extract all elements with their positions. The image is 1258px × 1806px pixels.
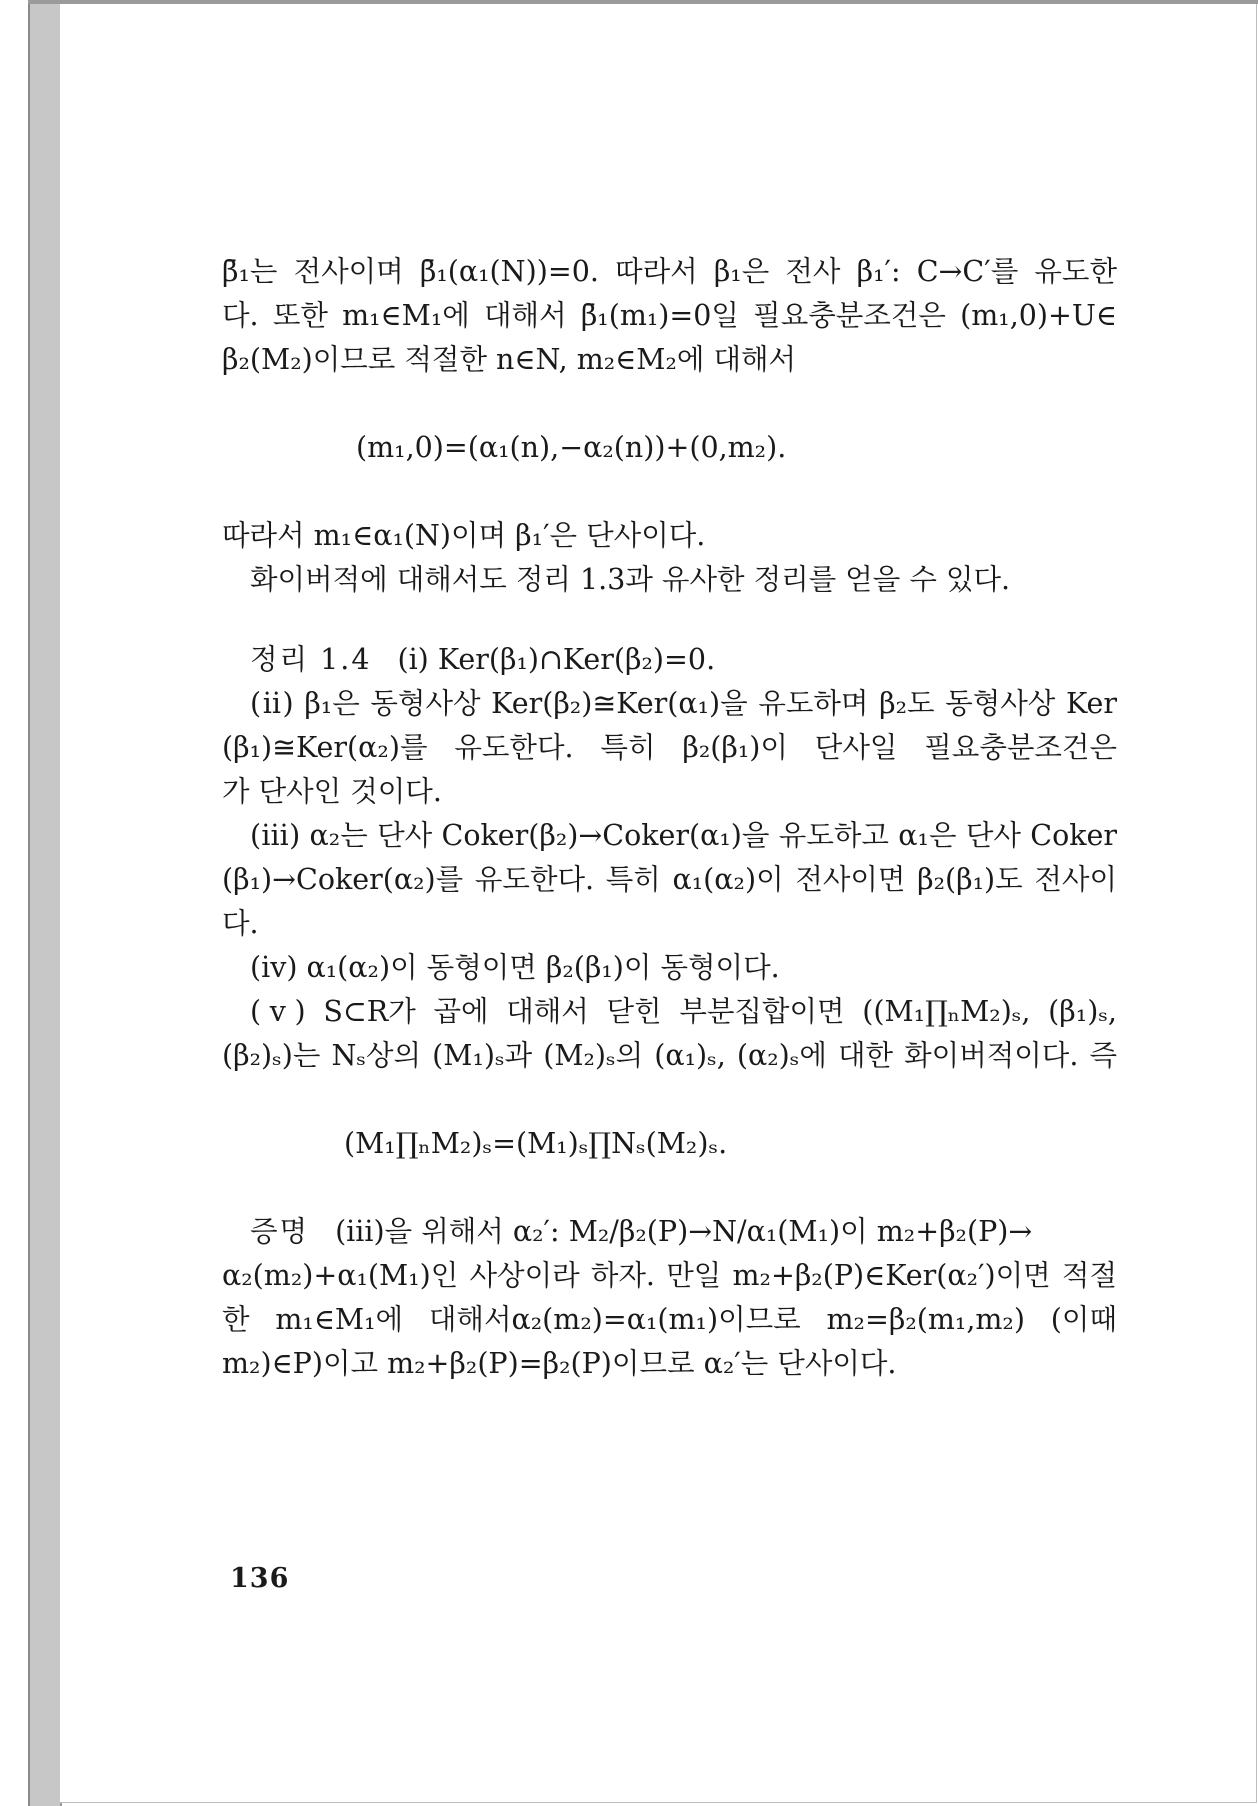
display-equation: (M₁∏ₙM₂)ₛ=(M₁)ₛ∏Nₛ(M₂)ₛ. <box>344 1127 728 1160</box>
body-line: 따라서 m₁∈α₁(N)이며 β₁′은 단사이다. <box>222 519 706 552</box>
body-line: (ⅲ) α₂는 단사 Coker(β₂)→Coker(α₁)을 유도하고 α₁은 단사 Coker <box>250 819 1117 852</box>
body-line: 다. <box>222 907 259 940</box>
page-number: 136 <box>230 1563 290 1594</box>
theorem-item-1: (ⅰ) Ker(β₁)∩Ker(β₂)=0. <box>397 643 716 676</box>
proof-label: 증명 <box>250 1215 310 1248</box>
book-spine <box>28 0 62 1806</box>
proof-line <box>222 1210 1117 1254</box>
display-equation: (m₁,0)=(α₁(n),−α₂(n))+(0,m₂). <box>356 431 787 464</box>
theorem-line <box>222 638 1117 682</box>
body-line: (β₂)ₛ)는 Nₛ상의 (M₁)ₛ과 (M₂)ₛ의 (α₁)ₛ, (α₂)ₛ에 대한 화이버적이다. 즉 <box>222 1039 1117 1072</box>
theorem-label: 정리 1.4 <box>250 643 372 676</box>
body-line: m₂)∈P)이고 m₂+β₂(P)=β₂(P)이므로 α₂′는 단사이다. <box>222 1347 897 1380</box>
body-line: (ⅱ) β₁은 동형사상 Ker(β₂)≅Ker(α₁)을 유도하며 β₂도 동형사상 Ker <box>250 687 1117 720</box>
page-body <box>222 250 1117 1386</box>
body-line: (ⅴ) S⊂R가 곱에 대해서 닫힌 부분집합이면 ((M₁∏ₙM₂)ₛ, (β₁)ₛ, <box>250 995 1117 1028</box>
body-line: α₂(m₂)+α₁(M₁)인 사상이라 하자. 만일 m₂+β₂(P)∈Ker(α₂′)이면 적절 <box>222 1259 1117 1292</box>
body-line: 한 m₁∈M₁에 대해서α₂(m₂)=α₁(m₁)이므로 m₂=β₂(m₁,m₂) (이때 <box>222 1303 1117 1336</box>
body-line: (β₁)→Coker(α₂)를 유도한다. 특히 α₁(α₂)이 전사이면 β₂(β₁)도 전사이 <box>222 863 1117 896</box>
body-line: β₂(M₂)이므로 적절한 n∈N, m₂∈M₂에 대해서 <box>222 343 797 376</box>
body-line: 화이버적에 대해서도 정리 1.3과 유사한 정리를 얻을 수 있다. <box>250 563 1011 596</box>
body-line: β̄₁는 전사이며 β̄₁(α₁(N))=0. 따라서 β₁은 전사 β₁′: C→C′를 유도한 <box>222 255 1117 288</box>
proof-text: (ⅲ)을 위해서 α₂′: M₂/β₂(P)→N/α₁(M₁)이 m₂+β₂(P)→ <box>335 1215 1033 1248</box>
body-line: 가 단사인 것이다. <box>222 775 442 808</box>
body-line: 다. 또한 m₁∈M₁에 대해서 β̄₁(m₁)=0일 필요충분조건은 (m₁,0)+U∈ <box>222 299 1117 332</box>
body-line: (ⅳ) α₁(α₂)이 동형이면 β₂(β₁)이 동형이다. <box>250 951 780 984</box>
body-line: (β₁)≅Ker(α₂)를 유도한다. 특히 β₂(β₁)이 단사일 필요충분조건은 <box>222 731 1117 764</box>
